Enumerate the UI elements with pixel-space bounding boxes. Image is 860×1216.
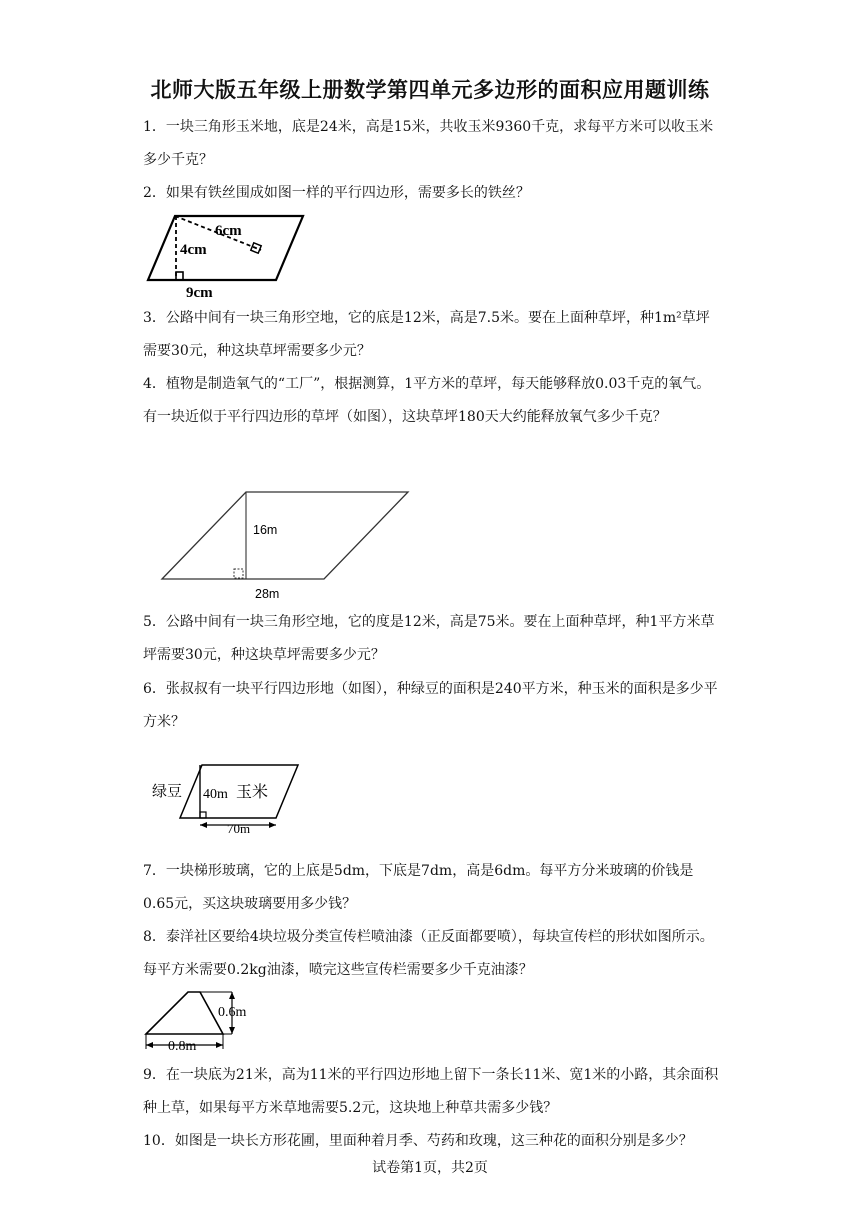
label-base: 9cm: [186, 285, 213, 301]
question-4: 4．植物是制造氧气的“工厂”，根据测算，1平方米的草坪，每天能够释放0.03千克的氧气。有一块近似于平行四边形的草坪（如图），这块草坪180天大约能释放氧气多少千克？: [143, 376, 711, 425]
question-3: 3．公路中间有一块三角形空地，它的底是12米，高是7.5米。要在上面种草坪，种1m²草坪需要30元，种这块草坪需要多少元？: [143, 310, 710, 359]
label-mung-bean: 绿豆: [152, 782, 183, 800]
question-8: 8．泰洋社区要给4块垃圾分类宣传栏喷油漆（正反面都要喷），每块宣传栏的形状如图所示。每平方米需要0.2kg油漆，喷完这些宣传栏需要多少千克油漆？: [143, 929, 714, 978]
figure-q2-parallelogram: [140, 210, 310, 300]
question-2: 2．如果有铁丝围成如图一样的平行四边形，需要多长的铁丝？: [143, 185, 530, 201]
question-7: 7．一块梯形玻璃，它的上底是5dm，下底是7dm，高是6dm。每平方分米玻璃的价钱是0.65元，买这块玻璃要用多少钱？: [143, 863, 694, 912]
question-1: 1．一块三角形玉米地，底是24米，高是15米，共收玉米9360千克，求每平方米可以收玉米多少千克？: [143, 119, 714, 168]
figure-q6-parallelogram: [150, 760, 310, 842]
question-9: 9．在一块底为21米，高为11米的平行四边形地上留下一条长11米、宽1米的小路，其余面积种上草，如果每平方米草地需要5.2元，这块地上种草共需多少钱？: [143, 1067, 719, 1116]
label-corn: 玉米: [236, 782, 269, 801]
label-height: 4cm: [180, 242, 207, 258]
figure-q4-parallelogram: [160, 488, 412, 603]
label-height: 0.6m: [218, 1005, 247, 1020]
label-base: 28m: [255, 587, 280, 601]
page-footer: 试卷第1页，共2页: [372, 1160, 488, 1176]
question-6: 6．张叔叔有一块平行四边形地（如图），种绿豆的面积是240平方米，种玉米的面积是多少平方米？: [143, 681, 718, 730]
page-title: 北师大版五年级上册数学第四单元多边形的面积应用题训练: [150, 77, 710, 102]
question-5: 5．公路中间有一块三角形空地，它的度是12米，高是75米。要在上面种草坪，种1平方米草坪需要30元，种这块草坪需要多少元？: [143, 614, 715, 663]
label-height: 40m: [203, 787, 228, 802]
figure-q8-board: [140, 987, 260, 1057]
label-base: 70m: [227, 821, 251, 836]
label-side-height: 6cm: [215, 223, 242, 239]
label-base: 0.8m: [168, 1039, 197, 1054]
label-height: 16m: [253, 523, 278, 537]
question-10: 10．如图是一块长方形花圃，里面种着月季、芍药和玫瑰，这三种花的面积分别是多少？: [143, 1133, 693, 1149]
